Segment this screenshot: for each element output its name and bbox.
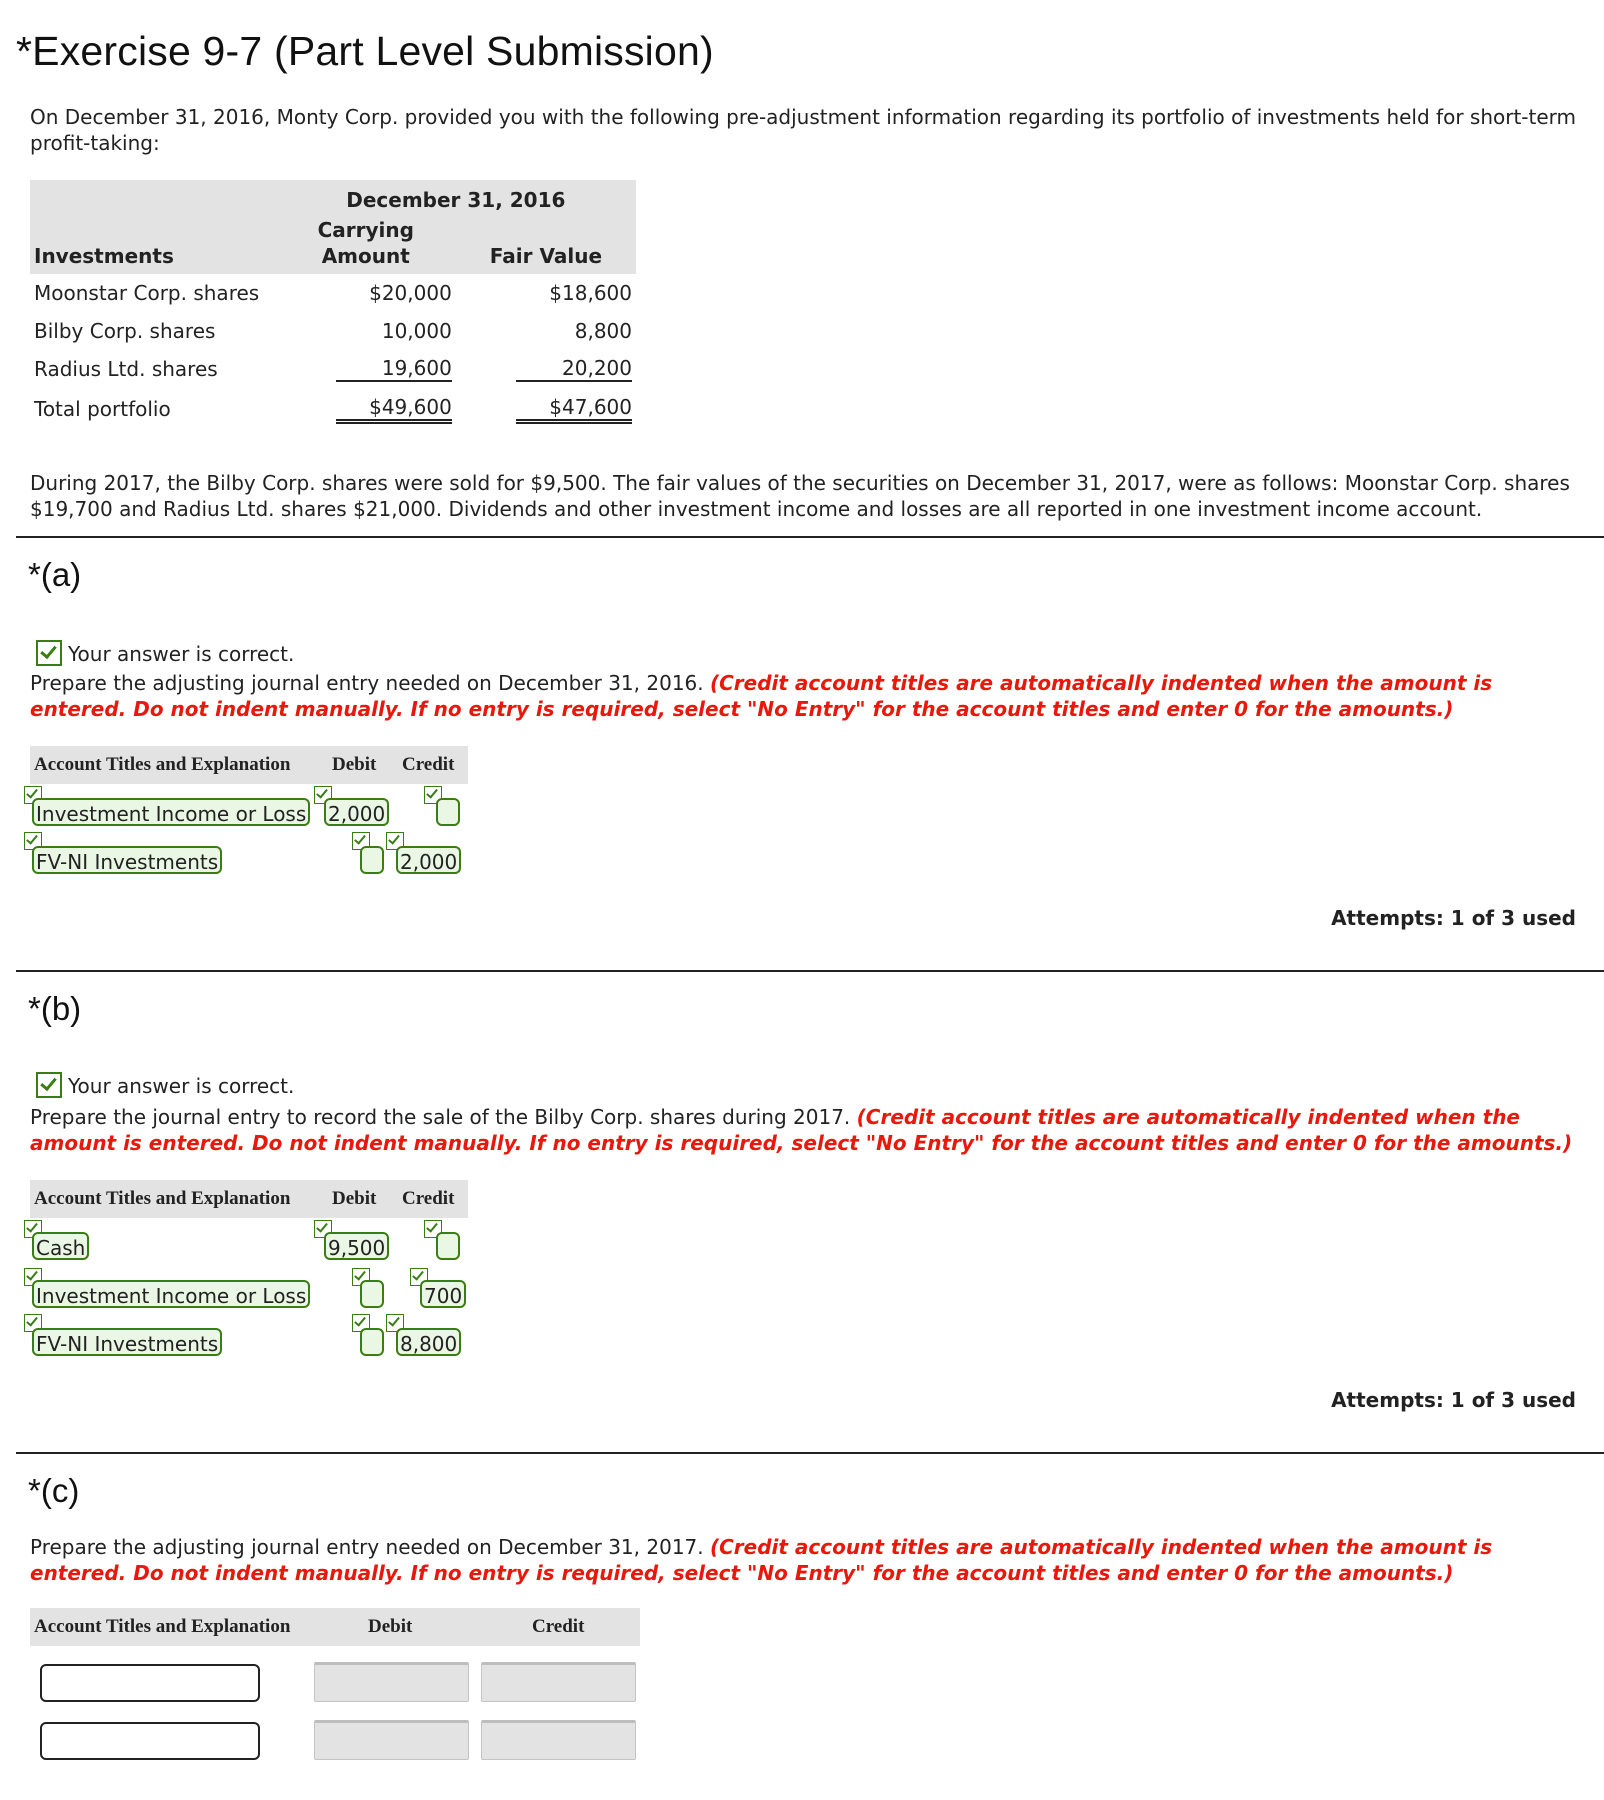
col-carrying: Carrying [317, 218, 414, 242]
divider [16, 970, 1604, 972]
part-b-row2-debit[interactable] [360, 1280, 384, 1308]
part-c-row1-debit[interactable] [314, 1662, 469, 1702]
table-row: Moonstar Corp. shares $20,000 $18,600 [34, 281, 632, 305]
info-2017-text: During 2017, the Bilby Corp. shares were sold for $9,500. The fair values of the securities on December 31, 2017, were as follows: Moonstar Corp. shares $19,700 and Radius Ltd. shares $21,000. Dividends and other investment income and losses are all reported in one investment income account. [30, 471, 1570, 521]
part-c-row2-debit[interactable] [314, 1720, 469, 1760]
col-amount: Amount [321, 244, 410, 268]
col-investments: Investments [34, 244, 174, 268]
part-b-row2-credit[interactable]: 700 [420, 1280, 466, 1308]
check-icon [36, 1072, 62, 1098]
part-b-instructions: Prepare the journal entry to record the sale of the Bilby Corp. shares during 2017. (Credit account titles are automatically indented when the amount is entered. Do not indent manually. If no entry is required, select "No Entry" for the account titles and enter 0 for the amounts.) [30, 1105, 1573, 1155]
part-b-row3-account[interactable]: FV-NI Investments [32, 1328, 222, 1356]
part-a-row1-debit[interactable]: 2,000 [324, 798, 389, 826]
part-b-row3-credit[interactable]: 8,800 [396, 1328, 461, 1356]
part-b-row1-credit[interactable] [436, 1232, 460, 1260]
check-icon [36, 640, 62, 666]
part-c-row1-account[interactable] [40, 1664, 260, 1702]
page-title: *Exercise 9-7 (Part Level Submission) [16, 28, 714, 74]
part-b-row1-account[interactable]: Cash [32, 1232, 89, 1260]
part-a-instructions: Prepare the adjusting journal entry needed on December 31, 2016. (Credit account titles are automatically indented when the amount is entered. Do not indent manually. If no entry is required, select "No Entry" for the account titles and enter 0 for the amounts.) [30, 671, 1493, 721]
table-row: Bilby Corp. shares 10,000 8,800 [34, 319, 632, 343]
date-header: December 31, 2016 [346, 188, 566, 212]
part-a-row1-account[interactable]: Investment Income or Loss [32, 798, 310, 826]
part-a-attempts: Attempts: 1 of 3 used [1331, 906, 1576, 930]
part-a-label: *(a) [28, 556, 82, 593]
part-b-attempts: Attempts: 1 of 3 used [1331, 1388, 1576, 1412]
part-b-status: Your answer is correct. [36, 1072, 294, 1098]
intro-text: On December 31, 2016, Monty Corp. provided you with the following pre-adjustment information regarding its portfolio of investments held for short-term profit-taking: [30, 105, 1577, 155]
part-b-row3-debit[interactable] [360, 1328, 384, 1356]
portfolio-table [30, 180, 636, 430]
part-c-instructions: Prepare the adjusting journal entry needed on December 31, 2017. (Credit account titles are automatically indented when the amount is entered. Do not indent manually. If no entry is required, select "No Entry" for the account titles and enter 0 for the amounts.) [30, 1535, 1493, 1585]
part-c-journal-header: Account Titles and Explanation Debit Credit [30, 1608, 640, 1646]
divider [16, 536, 1604, 538]
table-row-total: Total portfolio $49,600 $47,600 [30, 388, 636, 430]
part-a-row2-account[interactable]: FV-NI Investments [32, 846, 222, 874]
part-b-row2-account[interactable]: Investment Income or Loss [32, 1280, 310, 1308]
col-fair-value: Fair Value [489, 244, 603, 268]
part-b-journal-header: Account Titles and Explanation Debit Credit [30, 1180, 468, 1218]
part-c-label: *(c) [28, 1472, 80, 1509]
part-c-row2-credit[interactable] [481, 1720, 636, 1760]
part-a-row2-credit[interactable]: 2,000 [396, 846, 461, 874]
part-c-row1-credit[interactable] [481, 1662, 636, 1702]
divider [16, 1452, 1604, 1454]
part-a-row2-debit[interactable] [360, 846, 384, 874]
part-a-journal-header: Account Titles and Explanation Debit Credit [30, 746, 468, 784]
part-b-label: *(b) [28, 990, 82, 1027]
table-row: Radius Ltd. shares 19,600 20,200 [34, 356, 632, 381]
part-a-status: Your answer is correct. [36, 640, 294, 666]
part-a-row1-credit[interactable] [436, 798, 460, 826]
part-c-row2-account[interactable] [40, 1722, 260, 1760]
part-b-row1-debit[interactable]: 9,500 [324, 1232, 389, 1260]
